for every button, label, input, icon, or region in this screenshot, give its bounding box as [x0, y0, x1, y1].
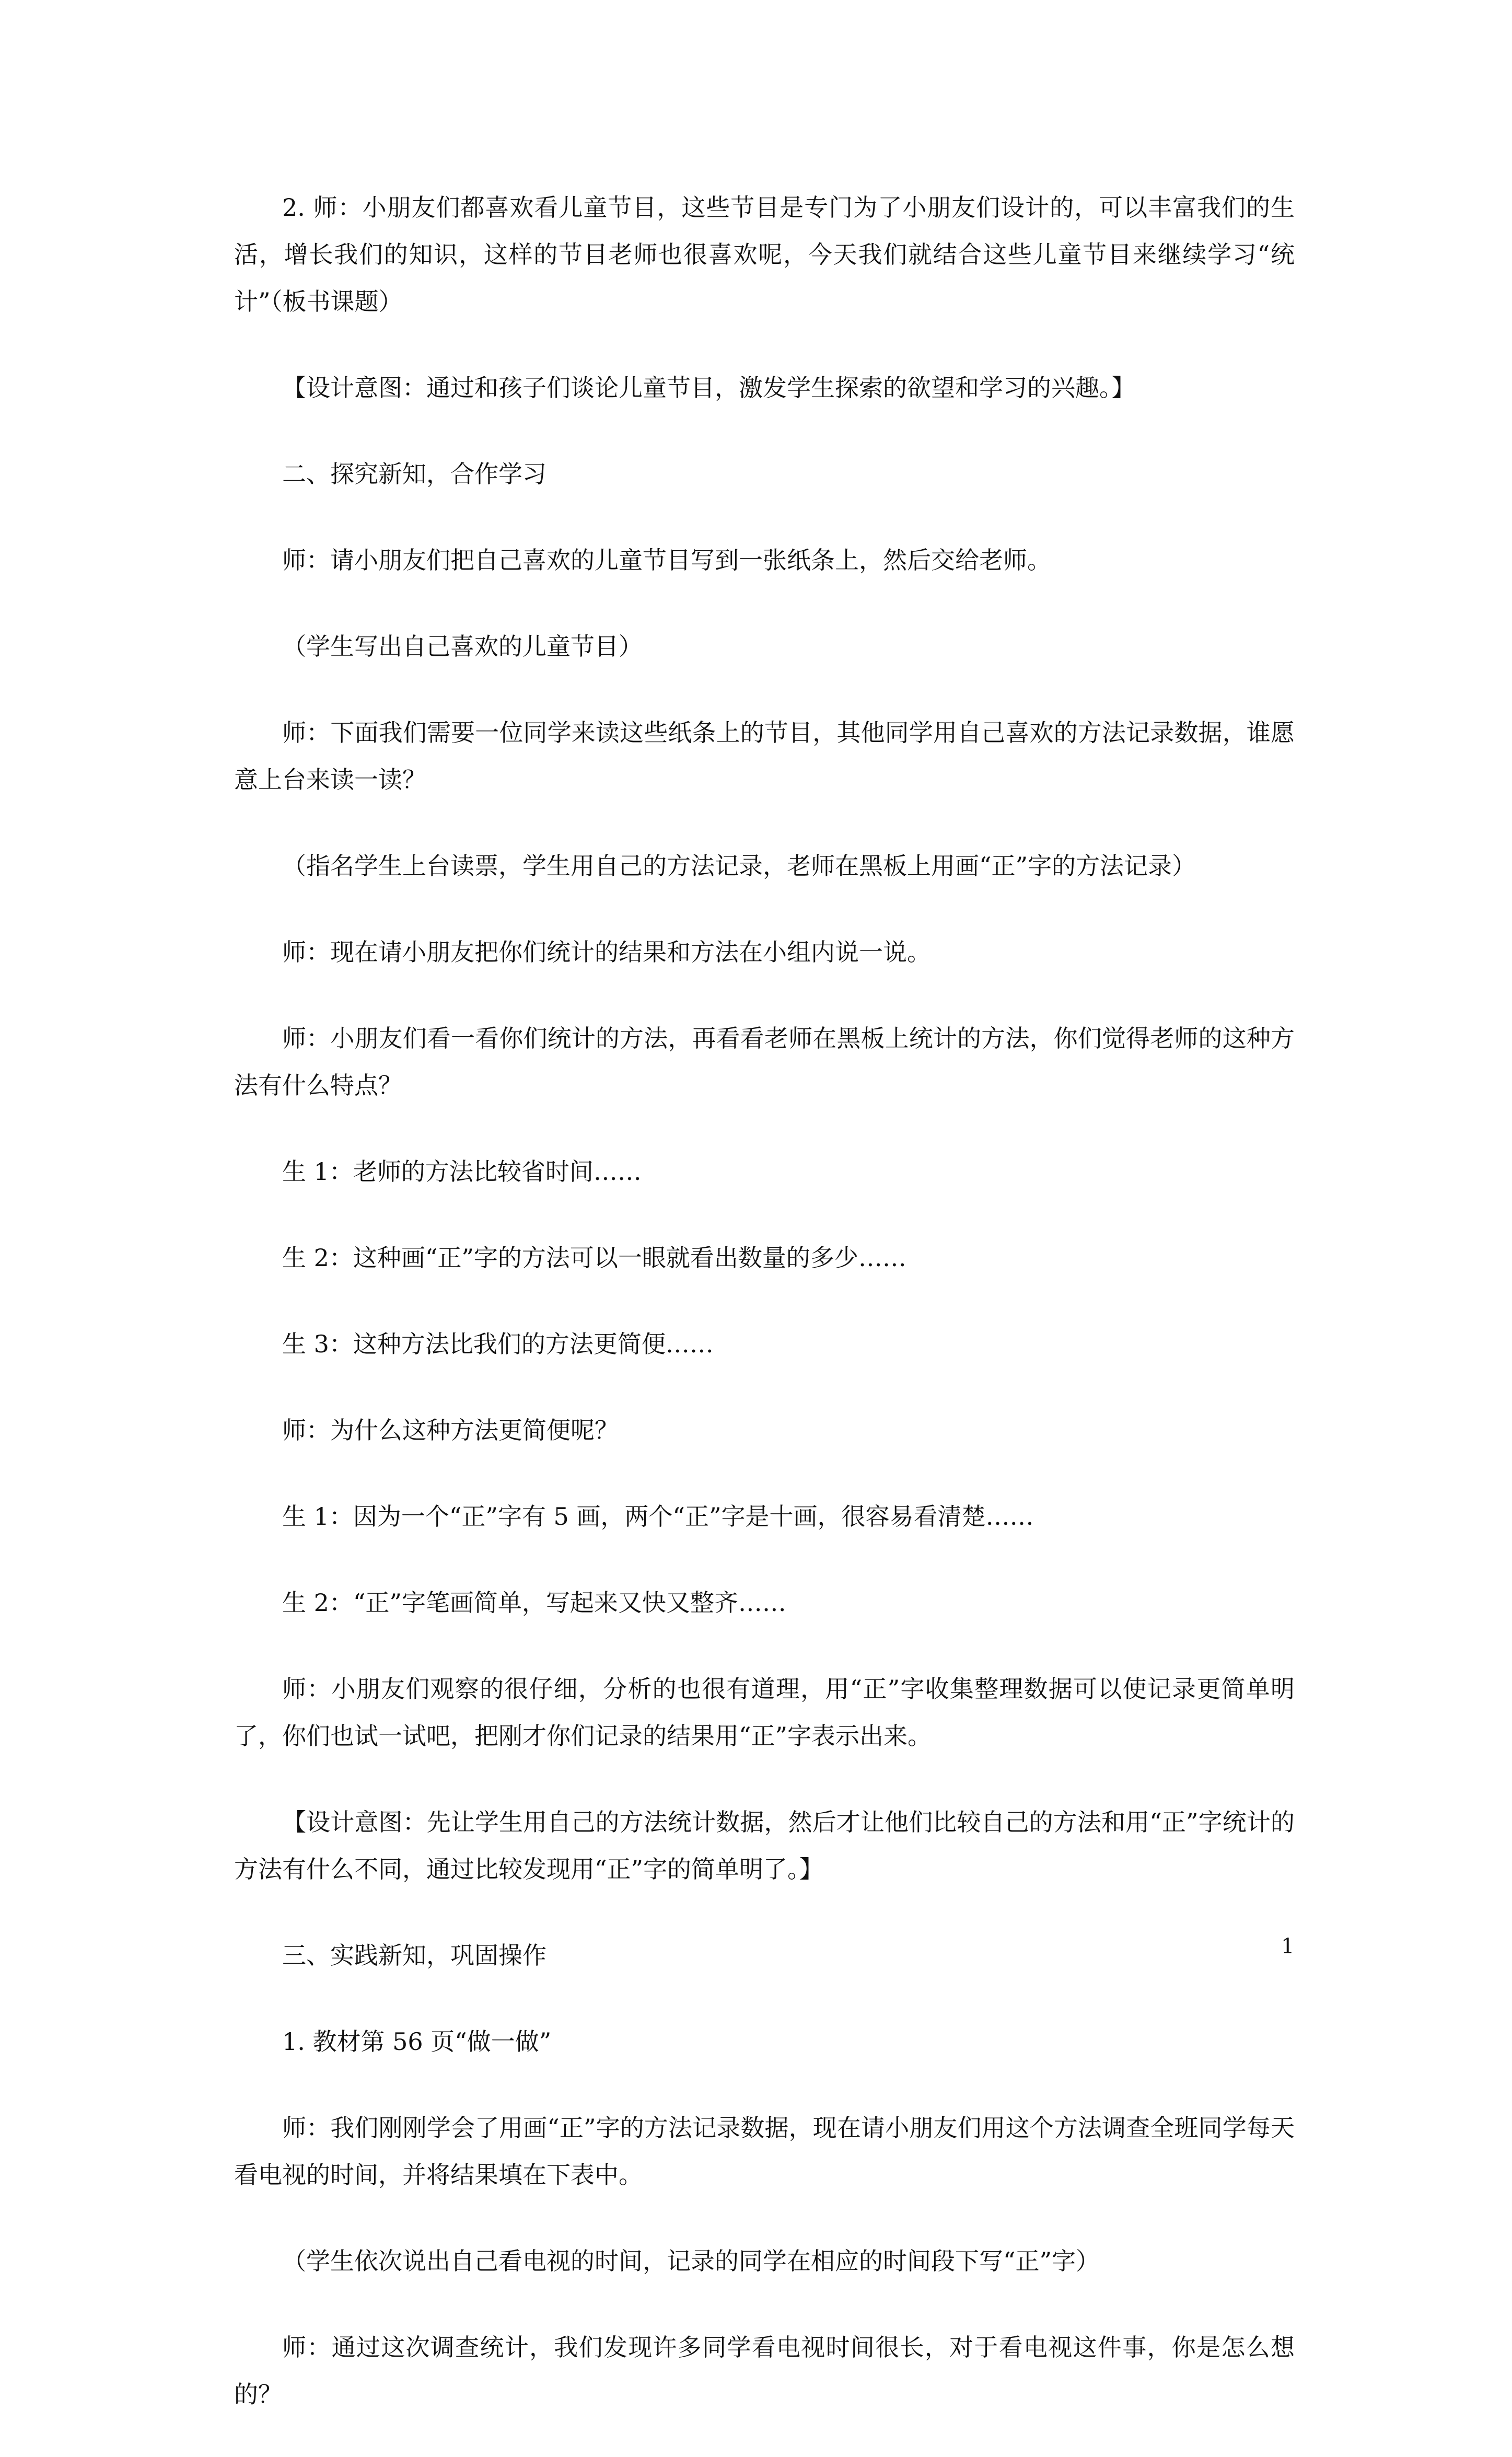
paragraph-textbook-exercise: 1. 教材第 56 页“做一做” [282, 2027, 552, 2056]
paragraph-teacher-reflection: 师：通过这次调查统计，我们发现许多同学看电视时间很长，对于看电视这件事，你是怎么想的？ [234, 2333, 1295, 2408]
paragraph-teacher-discuss: 师：现在请小朋友把你们统计的结果和方法在小组内说一说。 [282, 938, 931, 966]
paragraph-teacher-compare: 师：小朋友们看一看你们统计的方法，再看看老师在黑板上统计的方法，你们觉得老师的这种方法有什么特点？ [234, 1024, 1295, 1099]
paragraph-teacher-reading: 师：下面我们需要一位同学来读这些纸条上的节目，其他同学用自己喜欢的方法记录数据，谁愿意上台来读一读？ [234, 718, 1295, 794]
section-heading-explore: 二、探究新知，合作学习 [282, 460, 546, 488]
paragraph-student-action-3: （学生依次说出自己看电视的时间，记录的同学在相应的时间段下写“正”字） [282, 2247, 1100, 2275]
paragraph-teacher-why: 师：为什么这种方法更简便呢？ [282, 1416, 619, 1444]
paragraph-student-2-answer: 生 2：“正”字笔画简单，写起来又快又整齐…… [282, 1589, 786, 1617]
paragraph-student-action-2: （指名学生上台读票，学生用自己的方法记录，老师在黑板上用画“正”字的方法记录） [282, 852, 1196, 880]
paragraph-design-intent-2: 【设计意图：先让学生用自己的方法统计数据，然后才让他们比较自己的方法和用“正”字统计的方法有什么不同，通过比较发现用“正”字的简单明了。】 [234, 1808, 1295, 1883]
paragraph-student-1: 生 1：老师的方法比较省时间…… [282, 1157, 642, 1186]
page-number: 1 [1281, 1934, 1295, 1958]
paragraph-intro-teacher: 2. 师：小朋友们都喜欢看儿童节目，这些节目是专门为了小朋友们设计的，可以丰富我们的生活，增长我们的知识，这样的节目老师也很喜欢呢，今天我们就结合这些儿童节目来继续学习“统计”（板书课题） [234, 193, 1295, 316]
paragraph-design-intent-1: 【设计意图：通过和孩子们谈论儿童节目，激发学生探索的欲望和学习的兴趣。】 [282, 374, 1135, 402]
paragraph-teacher-summary: 师：小朋友们观察的很仔细，分析的也很有道理，用“正”字收集整理数据可以使记录更简单明了，你们也试一试吧，把刚才你们记录的结果用“正”字表示出来。 [234, 1675, 1295, 1750]
paragraph-student-1-answer: 生 1：因为一个“正”字有 5 画，两个“正”字是十画，很容易看清楚…… [282, 1502, 1034, 1531]
section-heading-practice: 三、实践新知，巩固操作 [282, 1941, 546, 1969]
paragraph-student-action-1: （学生写出自己喜欢的儿童节目） [282, 632, 643, 660]
paragraph-student-2: 生 2：这种画“正”字的方法可以一眼就看出数量的多少…… [282, 1244, 906, 1272]
paragraph-student-3: 生 3：这种方法比我们的方法更简便…… [282, 1330, 714, 1358]
document-body [234, 184, 1295, 2457]
paragraph-teacher-survey: 师：我们刚刚学会了用画“正”字的方法记录数据，现在请小朋友们用这个方法调查全班同学每天看电视的时间，并将结果填在下表中。 [234, 2114, 1295, 2189]
paragraph-teacher-instruction: 师：请小朋友们把自己喜欢的儿童节目写到一张纸条上，然后交给老师。 [282, 546, 1051, 574]
